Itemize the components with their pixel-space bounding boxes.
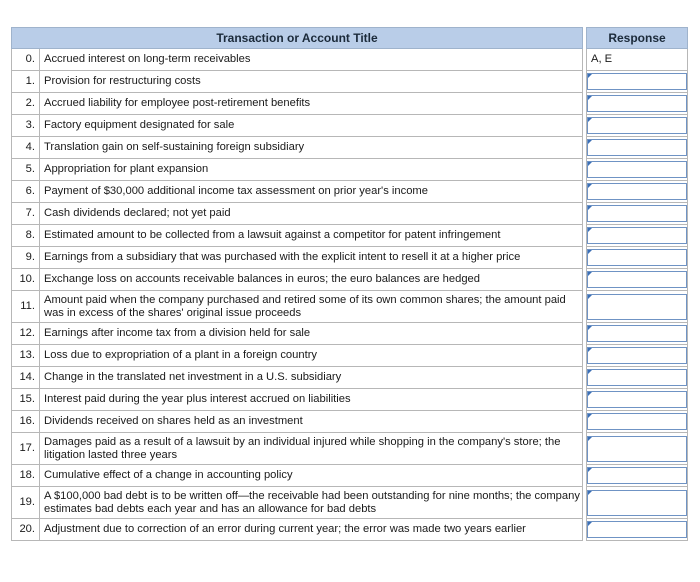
table-row xyxy=(12,519,688,541)
dropdown-marker-icon xyxy=(588,414,592,418)
dropdown-marker-icon xyxy=(588,140,592,144)
response-input[interactable] xyxy=(587,183,687,200)
table-row xyxy=(12,203,688,225)
response-input[interactable] xyxy=(587,271,687,288)
row-title: Damages paid as a result of a lawsuit by an individual injured while shopping in the company's store; the litigation lasted three years xyxy=(40,433,583,465)
response-input[interactable] xyxy=(587,347,687,364)
row-number: 4. xyxy=(12,137,40,159)
table-row xyxy=(12,433,688,465)
response-cell xyxy=(587,93,688,115)
row-title: Earnings from a subsidiary that was purchased with the explicit intent to resell it at a higher price xyxy=(40,247,583,269)
row-number: 7. xyxy=(12,203,40,225)
dropdown-marker-icon xyxy=(588,118,592,122)
row-title: Translation gain on self-sustaining foreign subsidiary xyxy=(40,137,583,159)
row-number: 12. xyxy=(12,323,40,345)
response-cell xyxy=(587,203,688,225)
dropdown-marker-icon xyxy=(588,437,592,441)
response-input[interactable] xyxy=(587,325,687,342)
dropdown-marker-icon xyxy=(588,348,592,352)
column-header-title: Transaction or Account Title xyxy=(12,28,583,49)
response-input[interactable] xyxy=(587,73,687,90)
response-cell xyxy=(587,519,688,541)
table-row xyxy=(12,487,688,519)
response-input[interactable] xyxy=(587,521,687,538)
response-input[interactable] xyxy=(587,294,687,320)
table-row xyxy=(12,411,688,433)
row-title: Estimated amount to be collected from a lawsuit against a competitor for patent infringement xyxy=(40,225,583,247)
table-row xyxy=(12,389,688,411)
dropdown-marker-icon xyxy=(588,250,592,254)
response-input[interactable] xyxy=(587,205,687,222)
row-number: 6. xyxy=(12,181,40,203)
row-number: 10. xyxy=(12,269,40,291)
question-table-wrapper xyxy=(11,27,688,541)
transaction-table xyxy=(11,27,688,541)
table-body xyxy=(12,49,688,541)
row-number: 13. xyxy=(12,345,40,367)
response-cell xyxy=(587,487,688,519)
dropdown-marker-icon xyxy=(588,370,592,374)
table-row xyxy=(12,345,688,367)
row-number: 1. xyxy=(12,71,40,93)
dropdown-marker-icon xyxy=(588,491,592,495)
dropdown-marker-icon xyxy=(588,326,592,330)
response-cell xyxy=(587,137,688,159)
response-cell xyxy=(587,465,688,487)
table-row xyxy=(12,291,688,323)
dropdown-marker-icon xyxy=(588,272,592,276)
response-cell xyxy=(587,71,688,93)
response-cell xyxy=(587,269,688,291)
response-cell xyxy=(587,159,688,181)
row-title: Factory equipment designated for sale xyxy=(40,115,583,137)
row-title: Cash dividends declared; not yet paid xyxy=(40,203,583,225)
row-number: 16. xyxy=(12,411,40,433)
row-number: 9. xyxy=(12,247,40,269)
row-number: 14. xyxy=(12,367,40,389)
response-cell xyxy=(587,115,688,137)
example-response xyxy=(587,49,688,71)
dropdown-marker-icon xyxy=(588,74,592,78)
response-cell xyxy=(587,389,688,411)
table-row xyxy=(12,115,688,137)
response-cell xyxy=(587,247,688,269)
row-number: 17. xyxy=(12,433,40,465)
dropdown-marker-icon xyxy=(588,184,592,188)
row-title: Cumulative effect of a change in accounting policy xyxy=(40,465,583,487)
dropdown-marker-icon xyxy=(588,162,592,166)
row-number: 3. xyxy=(12,115,40,137)
column-header-response: Response xyxy=(587,28,688,49)
response-input[interactable] xyxy=(587,413,687,430)
response-input[interactable] xyxy=(587,467,687,484)
response-input[interactable] xyxy=(587,161,687,178)
row-title: Earnings after income tax from a division held for sale xyxy=(40,323,583,345)
response-input[interactable] xyxy=(587,391,687,408)
example-row xyxy=(12,49,688,71)
row-title: Loss due to expropriation of a plant in a foreign country xyxy=(40,345,583,367)
response-input[interactable] xyxy=(587,369,687,386)
row-number: 20. xyxy=(12,519,40,541)
table-row xyxy=(12,137,688,159)
response-cell xyxy=(587,225,688,247)
row-title: Payment of $30,000 additional income tax assessment on prior year's income xyxy=(40,181,583,203)
response-input[interactable] xyxy=(587,117,687,134)
row-title: A $100,000 bad debt is to be written off—the receivable had been outstanding for nine months; the company estimates bad debts each year and has an allowance for bad debts xyxy=(40,487,583,519)
row-number: 5. xyxy=(12,159,40,181)
table-row xyxy=(12,367,688,389)
row-title: Interest paid during the year plus interest accrued on liabilities xyxy=(40,389,583,411)
table-row xyxy=(12,71,688,93)
dropdown-marker-icon xyxy=(588,96,592,100)
response-input[interactable] xyxy=(587,490,687,516)
dropdown-marker-icon xyxy=(588,468,592,472)
table-row xyxy=(12,323,688,345)
table-row xyxy=(12,247,688,269)
response-input[interactable] xyxy=(587,436,687,462)
response-cell xyxy=(587,367,688,389)
row-title: Accrued interest on long-term receivables xyxy=(40,49,583,71)
row-title: Dividends received on shares held as an investment xyxy=(40,411,583,433)
row-title: Appropriation for plant expansion xyxy=(40,159,583,181)
dropdown-marker-icon xyxy=(588,228,592,232)
row-number: 8. xyxy=(12,225,40,247)
example-response-text: A, E xyxy=(591,53,613,65)
row-number: 2. xyxy=(12,93,40,115)
table-row xyxy=(12,93,688,115)
row-title: Provision for restructuring costs xyxy=(40,71,583,93)
response-input[interactable] xyxy=(587,249,687,266)
row-title: Change in the translated net investment in a U.S. subsidiary xyxy=(40,367,583,389)
row-number: 0. xyxy=(12,49,40,71)
row-number: 19. xyxy=(12,487,40,519)
row-title: Amount paid when the company purchased and retired some of its own common shares; the amount paid was in excess of the shares' original issue proceeds xyxy=(40,291,583,323)
response-input[interactable] xyxy=(587,139,687,156)
row-title: Adjustment due to correction of an error during current year; the error was made two years earlier xyxy=(40,519,583,541)
row-number: 11. xyxy=(12,291,40,323)
response-cell xyxy=(587,323,688,345)
row-title: Accrued liability for employee post-retirement benefits xyxy=(40,93,583,115)
dropdown-marker-icon xyxy=(588,295,592,299)
dropdown-marker-icon xyxy=(588,522,592,526)
response-cell xyxy=(587,181,688,203)
table-row xyxy=(12,159,688,181)
response-cell xyxy=(587,411,688,433)
row-number: 15. xyxy=(12,389,40,411)
table-row xyxy=(12,465,688,487)
dropdown-marker-icon xyxy=(588,206,592,210)
table-row xyxy=(12,181,688,203)
response-input[interactable] xyxy=(587,227,687,244)
row-number: 18. xyxy=(12,465,40,487)
row-title: Exchange loss on accounts receivable balances in euros; the euro balances are hedged xyxy=(40,269,583,291)
response-input[interactable] xyxy=(587,95,687,112)
dropdown-marker-icon xyxy=(588,392,592,396)
response-cell xyxy=(587,291,688,323)
response-cell xyxy=(587,433,688,465)
response-cell xyxy=(587,345,688,367)
table-row xyxy=(12,269,688,291)
table-header-row xyxy=(12,28,688,49)
table-row xyxy=(12,225,688,247)
